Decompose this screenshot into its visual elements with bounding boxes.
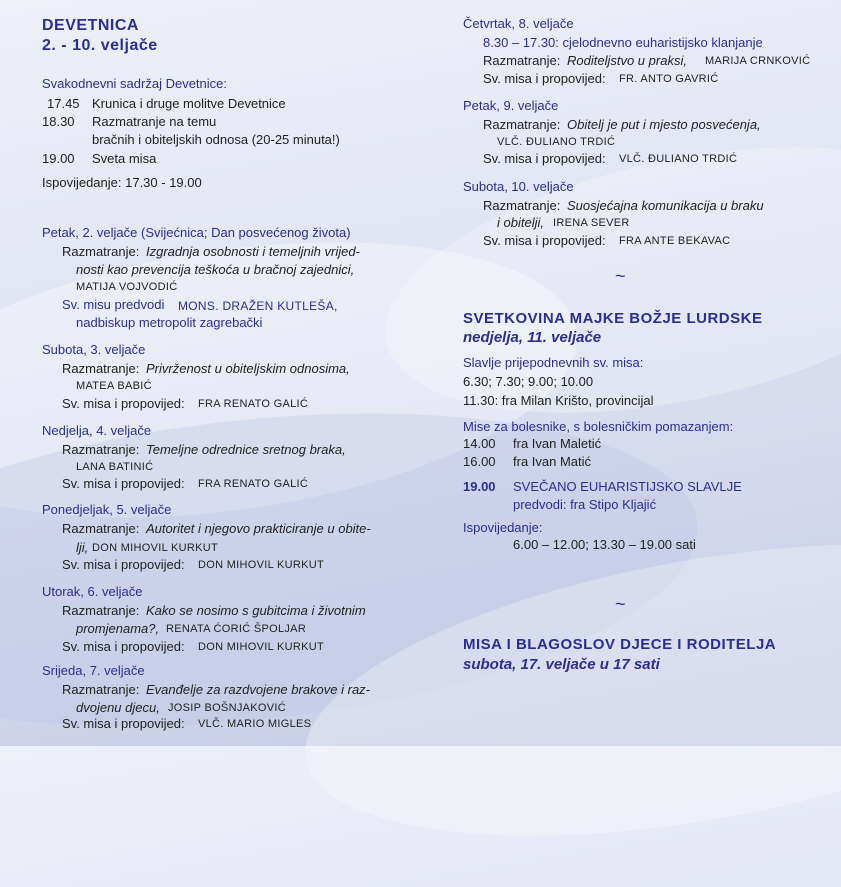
mass-preacher: FRA RENATO GALIĆ [198, 398, 309, 410]
reflection-author: MATIJA VOJVODIĆ [76, 281, 178, 293]
day-heading: Subota, 3. veljače [42, 342, 146, 357]
devetnica-dates: 2. - 10. veljače [42, 37, 158, 54]
reflection-label: Razmatranje: [62, 682, 140, 697]
reflection-title: nosti kao prevencija teškoća u bračnoj zajednici, [76, 262, 355, 277]
reflection-label: Razmatranje: [62, 521, 140, 536]
blessing-title: MISA I BLAGOSLOV DJECE I RODITELJA [463, 636, 777, 653]
reflection-title: Izgradnja osobnosti i temeljnih vrijed- [146, 244, 360, 259]
mass-preacher: DON MIHOVIL KURKUT [198, 641, 325, 653]
mass-label: Sv. misa i propovijed: [483, 233, 606, 248]
reflection-title: i obitelji, [497, 215, 544, 230]
reflection-title: Obitelj je put i mjesto posvećenja, [567, 117, 761, 132]
reflection-label: Razmatranje: [62, 244, 140, 259]
mass-presider-title: nadbiskup metropolit zagrebački [76, 315, 263, 330]
confession-times: Ispovijedanje: 17.30 - 19.00 [42, 175, 202, 190]
reflection-title: Kako se nosimo s gubitcima i životnim [146, 603, 366, 618]
reflection-author: DON MIHOVIL KURKUT [92, 542, 219, 554]
reflection-author: LANA BATINIĆ [76, 461, 154, 473]
sick-masses-heading: Mise za bolesnike, s bolesničkim pomazanjem: [463, 419, 734, 434]
daily-text: bračnih i obiteljskih odnosa (20-25 minuta!) [92, 132, 340, 147]
reflection-label: Razmatranje: [483, 117, 561, 132]
mass-label: Sv. misa i propovijed: [483, 151, 606, 166]
day-heading: Subota, 10. veljače [463, 179, 574, 194]
blessing-date: subota, 17. veljače u 17 sati [463, 656, 660, 673]
reflection-title: dvojenu djecu, [76, 700, 160, 715]
sick-mass-time: 14.00 [463, 436, 496, 451]
mass-preacher: DON MIHOVIL KURKUT [198, 559, 325, 571]
day-heading: Petak, 9. veljače [463, 98, 559, 113]
reflection-label: Razmatranje: [483, 198, 561, 213]
day-heading: Petak, 2. veljače (Svijećnica; Dan posvećenog života) [42, 225, 351, 240]
mass-label: Sv. misa i propovijed: [483, 71, 606, 86]
mass-presider-label: Sv. misu predvodi [62, 297, 165, 312]
confession-heading: Ispovijedanje: [463, 520, 543, 535]
reflection-author: MATEA BABIĆ [76, 380, 152, 392]
sick-mass-priest: fra Ivan Maletić [513, 436, 602, 451]
reflection-title: Evanđelje za razdvojene brakove i raz- [146, 682, 371, 697]
morning-masses-times: 6.30; 7.30; 9.00; 10.00 [463, 374, 594, 389]
solemn-mass-time: 19.00 [463, 479, 496, 494]
reflection-title: Suosjećajna komunikacija u braku [567, 198, 764, 213]
reflection-author: MARIJA CRNKOVIĆ [705, 55, 811, 67]
mass-preacher: VLČ. ĐULIANO TRDIĆ [619, 153, 738, 165]
mass-label: Sv. misa i propovijed: [62, 396, 185, 411]
mass-label: Sv. misa i propovijed: [62, 639, 185, 654]
confession-hours: 6.00 – 12.00; 13.30 – 19.00 sati [513, 537, 696, 552]
reflection-label: Razmatranje: [62, 442, 140, 457]
mass-label: Sv. misa i propovijed: [62, 716, 185, 731]
devetnica-title: DEVETNICA [42, 17, 139, 34]
mass-preacher: FR. ANTO GAVRIĆ [619, 73, 719, 85]
reflection-title: Privrženost u obiteljskim odnosima, [146, 361, 350, 376]
daily-heading: Svakodnevni sadržaj Devetnice: [42, 76, 227, 91]
sick-mass-time: 16.00 [463, 454, 496, 469]
reflection-label: Razmatranje: [483, 53, 561, 68]
daily-text: Krunica i druge molitve Devetnice [92, 96, 286, 111]
solemn-mass-title: SVEČANO EUHARISTIJSKO SLAVLJE [513, 479, 742, 494]
reflection-title: Roditeljstvo u praksi, [567, 53, 687, 68]
mass-preacher: FRA RENATO GALIĆ [198, 478, 309, 490]
daily-text: Razmatranje na temu [92, 114, 217, 129]
morning-mass-provincial: 11.30: fra Milan Krišto, provincijal [463, 393, 654, 408]
reflection-author: JOSIP BOŠNJAKOVIĆ [168, 702, 286, 714]
lourdes-title: SVETKOVINA MAJKE BOŽJE LURDSKE [463, 310, 763, 327]
day-heading: Srijeda, 7. veljače [42, 663, 145, 678]
mass-label: Sv. misa i propovijed: [62, 557, 185, 572]
adoration-line: 8.30 – 17.30: cjelodnevno euharistijsko klanjanje [483, 35, 763, 50]
reflection-title: Temeljne odrednice sretnog braka, [146, 442, 346, 457]
daily-time: 17.45 [47, 96, 80, 111]
solemn-mass-presider: predvodi: fra Stipo Kljajić [513, 497, 657, 512]
reflection-label: Razmatranje: [62, 603, 140, 618]
sick-mass-priest: fra Ivan Matić [513, 454, 592, 469]
reflection-title: Autoritet i njegovo prakticiranje u obite- [146, 521, 371, 536]
morning-masses-heading: Slavlje prijepodnevnih sv. misa: [463, 355, 644, 370]
reflection-author: RENATA ĆORIĆ ŠPOLJAR [166, 623, 307, 635]
wave-divider-icon: ~ [615, 266, 626, 286]
reflection-author: IRENA SEVER [553, 217, 630, 229]
mass-label: Sv. misa i propovijed: [62, 476, 185, 491]
reflection-label: Razmatranje: [62, 361, 140, 376]
day-heading: Ponedjeljak, 5. veljače [42, 502, 172, 517]
daily-time: 18.30 [42, 114, 75, 129]
reflection-author: VLČ. ĐULIANO TRDIĆ [497, 136, 616, 148]
mass-preacher: FRA ANTE BEKAVAC [619, 235, 731, 247]
lourdes-date: nedjelja, 11. veljače [463, 329, 602, 346]
reflection-title: promjenama?, [76, 621, 160, 636]
mass-preacher: VLČ. MARIO MIGLES [198, 718, 312, 730]
day-heading: Nedjelja, 4. veljače [42, 423, 152, 438]
reflection-title: lji, [76, 540, 89, 555]
day-heading: Utorak, 6. veljače [42, 584, 143, 599]
daily-text: Sveta misa [92, 151, 157, 166]
day-heading: Četvrtak, 8. veljače [463, 16, 574, 31]
mass-presider: MONS. DRAŽEN KUTLEŠA, [178, 299, 338, 313]
wave-divider-icon: ~ [615, 594, 626, 614]
daily-time: 19.00 [42, 151, 75, 166]
